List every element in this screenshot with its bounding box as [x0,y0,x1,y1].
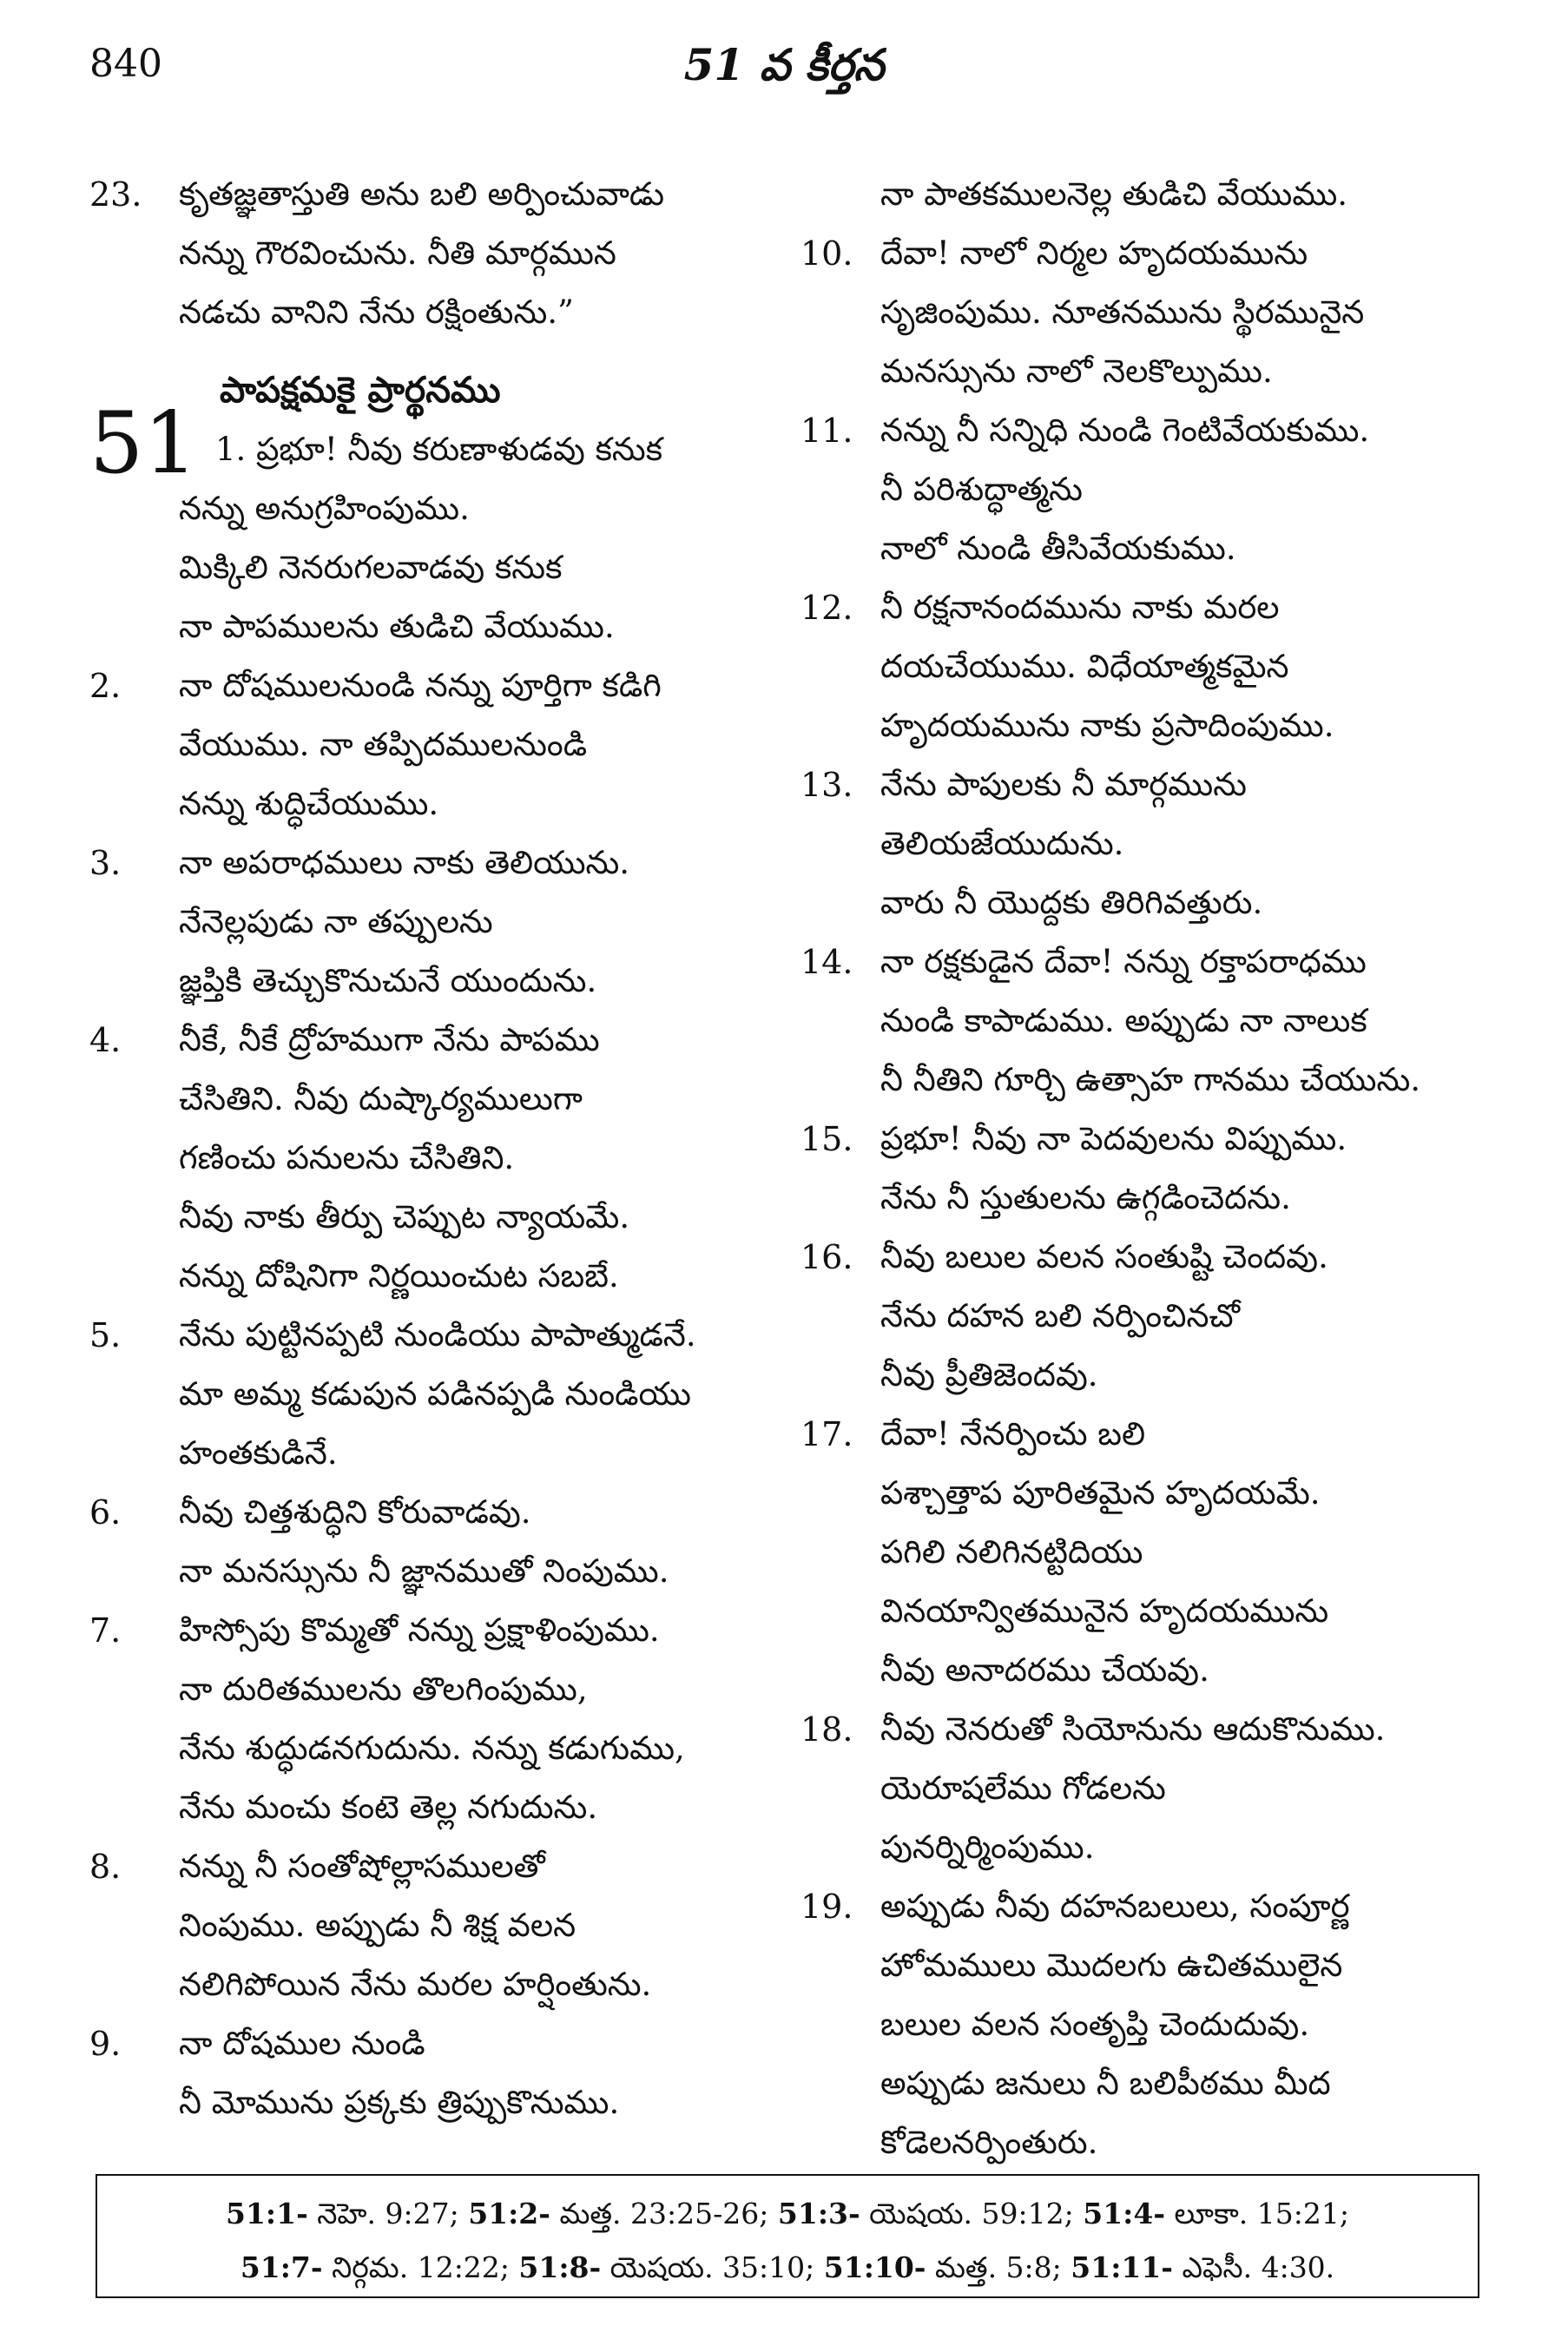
verse-line: వినయాన్వితమునైన హృదయమును [880,1592,1329,1630]
verse-line: నీకే, నీకే ద్రోహముగా నేను పాపము [179,1021,600,1058]
xref-text: మత్త. 23:25-26; [550,2197,778,2230]
cross-reference-line [97,2252,1478,2283]
xref-text: నిర్గమ. 12:22; [322,2250,519,2284]
cross-reference-box [96,2174,1479,2298]
page-number: 840 [89,42,162,86]
verse-number: 9. [89,2025,122,2063]
verse-line: తెలియజేయుదును. [880,825,1124,862]
xref-ref: 51:3- [777,2197,860,2230]
verse-line: దేవా! నేనర్పించు బలి [880,1415,1146,1453]
verse-16 [800,1228,1486,1405]
xref-ref: 51:8- [518,2250,602,2284]
verse-line: వారు నీ యొద్దకు తిరిగివత్తురు. [880,884,1263,921]
xref-text: నెహె. 9:27; [307,2197,469,2230]
verse-18 [800,1700,1486,1877]
xref-ref: 51:4- [1083,2197,1166,2230]
verse-number: 2. [89,667,122,705]
verse-line: నలిగిపోయిన నేను మరల హర్షింతును. [179,1966,652,2003]
verse-line: వేయుము. నా తప్పిదములనుండి [179,726,588,763]
verse-line: నేను నీ స్తుతులను ఉగ్గడించెదను. [880,1179,1291,1216]
verse-line: నేను మంచు కంటె తెల్ల నగుదును. [179,1789,598,1826]
verse-line: నీవు నెనరుతో సియోనును ఆదుకొనుము. [880,1710,1386,1748]
verse-line: నీవు చిత్తశుద్ధిని కోరువాడవు. [179,1493,531,1531]
verse-line: నన్ను అనుగ్రహింపుము. [179,490,470,527]
verse-4 [89,1011,758,1306]
right-column [800,165,1486,2172]
verse-11 [800,401,1486,578]
verse-line: కోడెలనర్పింతురు. [880,2124,1098,2161]
verse-line: నన్ను నీ సన్నిధి నుండి గెంటివేయకుము. [880,412,1370,449]
verse-8 [89,1837,758,2014]
xref-ref: 51:2- [468,2197,550,2230]
xref-text: యెషయ. 59:12; [860,2197,1084,2230]
verse-line: నీ నీతిని గూర్చి ఉత్సాహ గానము చేయును. [880,1061,1421,1098]
verse-line: నేను దహన బలి నర్పించినచో [880,1297,1240,1334]
verse-line: నా అపరాధములు నాకు తెలియును. [179,844,630,881]
xref-ref: 51:11- [1071,2250,1174,2284]
verse-line: గణించు పనులను చేసితిని. [179,1139,515,1176]
verse-number: 19. [800,1888,853,1926]
verse-number: 7. [89,1611,122,1650]
verse-line: నన్ను శుద్ధిచేయుము. [179,785,439,822]
verse-19 [800,1877,1486,2172]
verse-1-line: 1. ప్రభూ! నీవు కరుణాళుడవు కనుక [215,431,663,468]
verse-line: యెరూషలేము గోడలను [880,1769,1166,1807]
verse-line: నీ పరిశుద్ధాత్మను [880,471,1083,508]
verse-number: 18. [800,1710,853,1749]
verse-number: 4. [89,1021,122,1059]
verse-line: పునర్నిర్మింపుము. [880,1828,1095,1866]
verse-line: పగిలి నలిగినట్టిదియు [880,1533,1143,1571]
verse-line: హోమములు మొదలగు ఉచితములైన [880,1947,1343,1984]
verse-line: నా దోషముల నుండి [179,2025,425,2062]
running-head: 51 వ కీర్తన [683,39,885,90]
verse-line: నన్ను గౌరవించును. నీతి మార్గమున [179,234,616,272]
xref-ref: 51:1- [226,2197,308,2230]
verse-number: 6. [89,1493,122,1532]
verse-line: అప్పుడు జనులు నీ బలిపీఠము మీద [880,2065,1331,2102]
xref-text: యెషయ. 35:10; [601,2250,824,2284]
verse-3 [89,833,758,1011]
verse-line: నేను పాపులకు నీ మార్గమును [880,766,1247,803]
verse-17 [800,1405,1486,1700]
verse-9 [89,2014,758,2132]
xref-ref: 51:10- [823,2250,926,2284]
verse-line: దయచేయుము. విధేయాత్మకమైన [880,648,1289,685]
xref-text: లూకా. 15:21; [1165,2197,1349,2230]
verse-line: పశ్చాత్తాప పూరితమైన హృదయమే. [880,1474,1321,1512]
psalm-number: 51 [89,394,198,493]
verse-line: చేసితిని. నీవు దుష్కార్యములుగా [179,1080,583,1117]
verse-line: నాలో నుండి తీసివేయకుము. [880,530,1236,567]
verse-line: జ్ఞప్తికి తెచ్చుకొనుచునే యుందును. [179,962,597,999]
verse-line: మనస్సును నాలో నెలకొల్పుము. [880,352,1273,390]
verse-line: నన్ను దోషినిగా నిర్ణయించుట సబబే. [179,1257,619,1295]
verse-line: నింపుము. అప్పుడు నీ శిక్ష వలన [179,1907,576,1944]
verse-number: 13. [800,766,853,804]
verse-number: 11. [800,412,853,450]
verse-line: నేనెల్లపుడు నా తప్పులను [179,903,493,940]
verse-number: 16. [800,1238,853,1276]
verse-number: 10. [800,234,853,273]
verse-12 [800,578,1486,755]
verse-line: నీ రక్షనానందమును నాకు మరల [880,589,1280,626]
verse-number: 17. [800,1415,853,1453]
verse-15 [800,1110,1486,1228]
verse-line: ప్రభూ! నీవు నా పెదవులను విప్పుము. [880,1120,1347,1157]
verse-line: అప్పుడు నీవు దహనబలులు, సంపూర్ణ [880,1888,1350,1925]
verse-13 [800,755,1486,932]
verse-number: 5. [89,1316,122,1354]
verse-line: నుండి కాపాడుము. అప్పుడు నా నాలుక [880,1002,1367,1039]
verse-5 [89,1306,758,1483]
xref-text: మత్త. 5:8; [926,2250,1071,2284]
verse-line: నా దోషములనుండి నన్ను పూర్తిగా కడిగి [179,667,662,704]
cross-reference-line [97,2198,1478,2230]
verse-line: నీ మోమును ప్రక్కకు త్రిప్పుకొనుము. [179,2084,620,2121]
verse-line: నీవు నాకు తీర్పు చెప్పుట న్యాయమే. [179,1198,630,1235]
verse-line: నీవు ప్రీతిజెందవు. [880,1356,1098,1393]
verse-number: 23. [89,175,142,214]
verse-number: 14. [800,943,853,981]
verse-line: మిక్కిలి నెనరుగలవాడవు కనుక [179,549,563,586]
verse-number: 15. [800,1120,853,1158]
verse-9-continuation: నా పాతకములనెల్ల తుడిచి వేయుము. [880,175,1348,213]
verse-line: కృతజ్ఞతాస్తుతి అను బలి అర్పించువాడు [179,175,665,213]
verse-2 [89,656,758,833]
verse-10 [800,224,1486,401]
verse-line: దేవా! నాలో నిర్మల హృదయమును [880,234,1308,272]
verse-7 [89,1601,758,1837]
verse-number: 12. [800,589,853,627]
psalm-51-opening [89,394,758,656]
verse-line: మా అమ్మ కడుపున పడినప్పడి నుండియు [179,1375,691,1413]
verse-14 [800,932,1486,1110]
verse-line: నా పాపములను తుడిచి వేయుము. [179,608,615,645]
verse-line: నా రక్షకుడైన దేవా! నన్ను రక్తాపరాధము [880,943,1367,980]
xref-ref: 51:7- [240,2250,323,2284]
verse-number: 8. [89,1848,122,1886]
verse-line: నీవు అనాదరము చేయవు. [880,1651,1209,1689]
verse-line: హృదయమును నాకు ప్రసాదింపుము. [880,707,1334,744]
verse-6 [89,1483,758,1601]
verse-line: నీవు బలుల వలన సంతుష్టి చెందవు. [880,1238,1328,1275]
verse-line: హిస్సోపు కొమ్మతో నన్ను ప్రక్షాళింపుము. [179,1611,660,1649]
verse-line: సృజింపుము. నూతనమును స్థిరమునైన [880,293,1365,331]
verse-line: నడచు వానిని నేను రక్షింతును.” [179,293,574,331]
verse-23 [89,165,758,342]
verse-line: హంతకుడినే. [179,1434,338,1472]
verse-line: నా దురితములను తొలగింపుము, [179,1670,588,1708]
verse-line: బలుల వలన సంతృప్తి చెందుదువు. [880,2006,1310,2043]
verse-line: నన్ను నీ సంతోషోల్లాసములతో [179,1848,545,1885]
xref-text: ఎఫెసీ. 4:30. [1173,2250,1335,2284]
verse-line: నేను శుద్ధుడనగుదును. నన్ను కడుగుము, [179,1729,685,1767]
verse-line: నేను పుట్టినప్పటి నుండియు పాపాత్ముడనే. [179,1316,696,1354]
verse-line: నా మనస్సును నీ జ్ఞానముతో నింపుము. [179,1552,669,1590]
left-column [89,165,758,2132]
section-heading: పాపక్షమకై ప్రార్థనము [220,369,501,411]
verse-number: 3. [89,844,122,882]
